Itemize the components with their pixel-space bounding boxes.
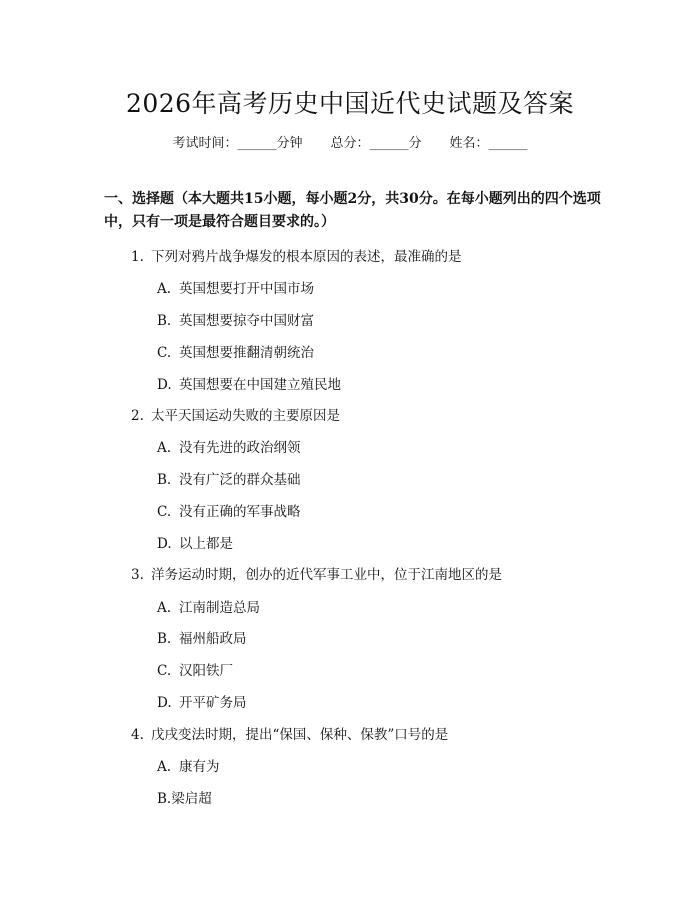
question-1-option-a (157, 277, 314, 297)
question-3-option-c (157, 659, 233, 679)
option-letter: C. (157, 504, 172, 520)
option-letter: D. (157, 377, 172, 393)
question-text: 下列对鸦片战争爆发的根本原因的表述，最准确的是 (151, 249, 462, 265)
question-number: 4. (131, 727, 144, 743)
option-letter: B. (157, 791, 172, 807)
option-letter: A. (157, 281, 172, 297)
question-2-option-b (157, 468, 301, 488)
exam-info-line (0, 132, 700, 151)
option-text: 汉阳铁厂 (179, 663, 233, 679)
question-4 (131, 723, 448, 743)
option-text: 康有为 (179, 759, 220, 775)
option-letter: B. (157, 313, 172, 329)
question-3-option-a (157, 596, 260, 616)
option-text: 开平矿务局 (179, 695, 247, 711)
question-4-option-a (157, 755, 220, 775)
question-text: 洋务运动时期，创办的近代军事工业中，位于江南地区的是 (151, 567, 502, 583)
question-1-option-c (157, 341, 314, 361)
question-3-option-d (157, 691, 247, 711)
question-number: 1. (131, 249, 144, 265)
student-name-label: 姓名：______ (449, 136, 528, 151)
option-text: 没有正确的军事战略 (179, 504, 301, 520)
option-text: 江南制造总局 (179, 600, 260, 616)
option-text: 英国想要在中国建立殖民地 (179, 377, 341, 393)
option-letter: A. (157, 600, 172, 616)
page-title: 2026年高考历史中国近代史试题及答案 (125, 89, 575, 118)
question-1 (131, 245, 462, 265)
option-text: 英国想要打开中国市场 (179, 281, 314, 297)
exam-time-label: 考试时间：______分钟 (172, 136, 303, 151)
option-text: 没有广泛的群众基础 (179, 472, 301, 488)
question-3 (131, 563, 502, 583)
question-number: 3. (131, 567, 144, 583)
option-text: 梁启超 (171, 791, 212, 807)
option-text: 英国想要掠夺中国财富 (179, 313, 314, 329)
option-letter: A. (157, 759, 172, 775)
question-text: 太平天国运动失败的主要原因是 (151, 408, 340, 424)
option-text: 英国想要推翻清朝统治 (179, 345, 314, 361)
question-text: 戊戌变法时期，提出“保国、保种、保教”口号的是 (151, 727, 449, 743)
question-4-option-b (157, 787, 212, 807)
question-1-option-d (157, 373, 341, 393)
question-2-option-d (157, 532, 233, 552)
option-letter: C. (157, 663, 172, 679)
option-letter: B. (157, 631, 172, 647)
option-text: 以上都是 (179, 536, 233, 552)
option-text: 福州船政局 (179, 631, 247, 647)
option-letter: B. (157, 472, 172, 488)
question-2-option-c (157, 500, 301, 520)
option-letter: D. (157, 695, 172, 711)
option-text: 没有先进的政治纲领 (179, 440, 301, 456)
question-3-option-b (157, 627, 247, 647)
option-letter: D. (157, 536, 172, 552)
question-number: 2. (131, 408, 144, 424)
question-1-option-b (157, 309, 314, 329)
section-heading: 一、选择题（本大题共15小题，每小题2分，共30分。在每小题列出的四个选项中，只有一项是最符合题目要求的。） (104, 191, 601, 230)
question-2 (131, 404, 340, 424)
option-letter: A. (157, 440, 172, 456)
question-2-option-a (157, 436, 301, 456)
total-score-label: 总分：______分 (330, 136, 422, 151)
option-letter: C. (157, 345, 172, 361)
